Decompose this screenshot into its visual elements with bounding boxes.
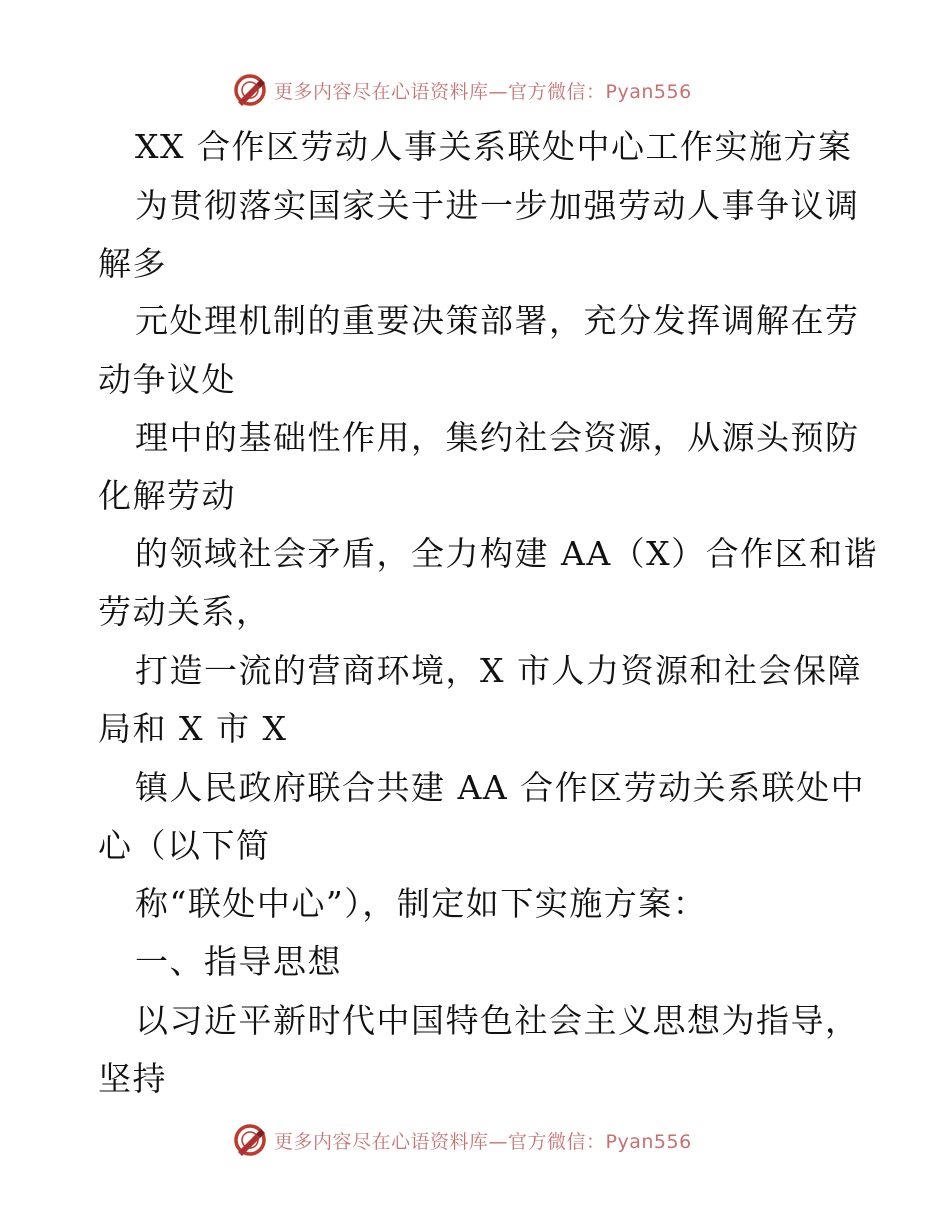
section-heading: 一、指导思想 [135,942,342,981]
footer-watermark [232,1122,692,1158]
text-line: 以习近平新时代中国特色社会主义思想为指导， [135,1001,860,1040]
watermark-text: 更多内容尽在心语资料库—官方微信：Pyan556 [274,80,692,103]
text-line: 化解劳动 [98,476,236,515]
text-line: 坚持 [98,1059,167,1098]
watermark-text: 更多内容尽在心语资料库—官方微信：Pyan556 [274,1130,692,1153]
header-watermark [232,72,692,108]
text-line: 局和 X 市 X [98,709,288,748]
text-line: 理中的基础性作用，集约社会资源，从源头预防 [135,418,860,457]
text-line: 解多 [98,244,167,283]
text-line: 元处理机制的重要决策部署，充分发挥调解在劳 [135,301,860,340]
text-line: 镇人民政府联合共建 AA 合作区劳动关系联处中 [135,768,866,807]
text-line: 心（以下简 [98,826,271,865]
text-line: 称“联处中心”），制定如下实施方案： [135,884,708,923]
text-line: 打造一流的营商环境，X 市人力资源和社会保障 [135,651,862,690]
document-title: XX 合作区劳动人事关系联处中心工作实施方案 [135,127,853,166]
red-pen-logo-icon [232,1122,268,1158]
text-line: 动争议处 [98,360,236,399]
text-line: 为贯彻落实国家关于进一步加强劳动人事争议调 [135,186,860,225]
text-line: 的领域社会矛盾，全力构建 AA（X）合作区和谐 [135,534,879,573]
red-pen-logo-icon [232,72,268,108]
text-line: 劳动关系， [98,592,271,631]
